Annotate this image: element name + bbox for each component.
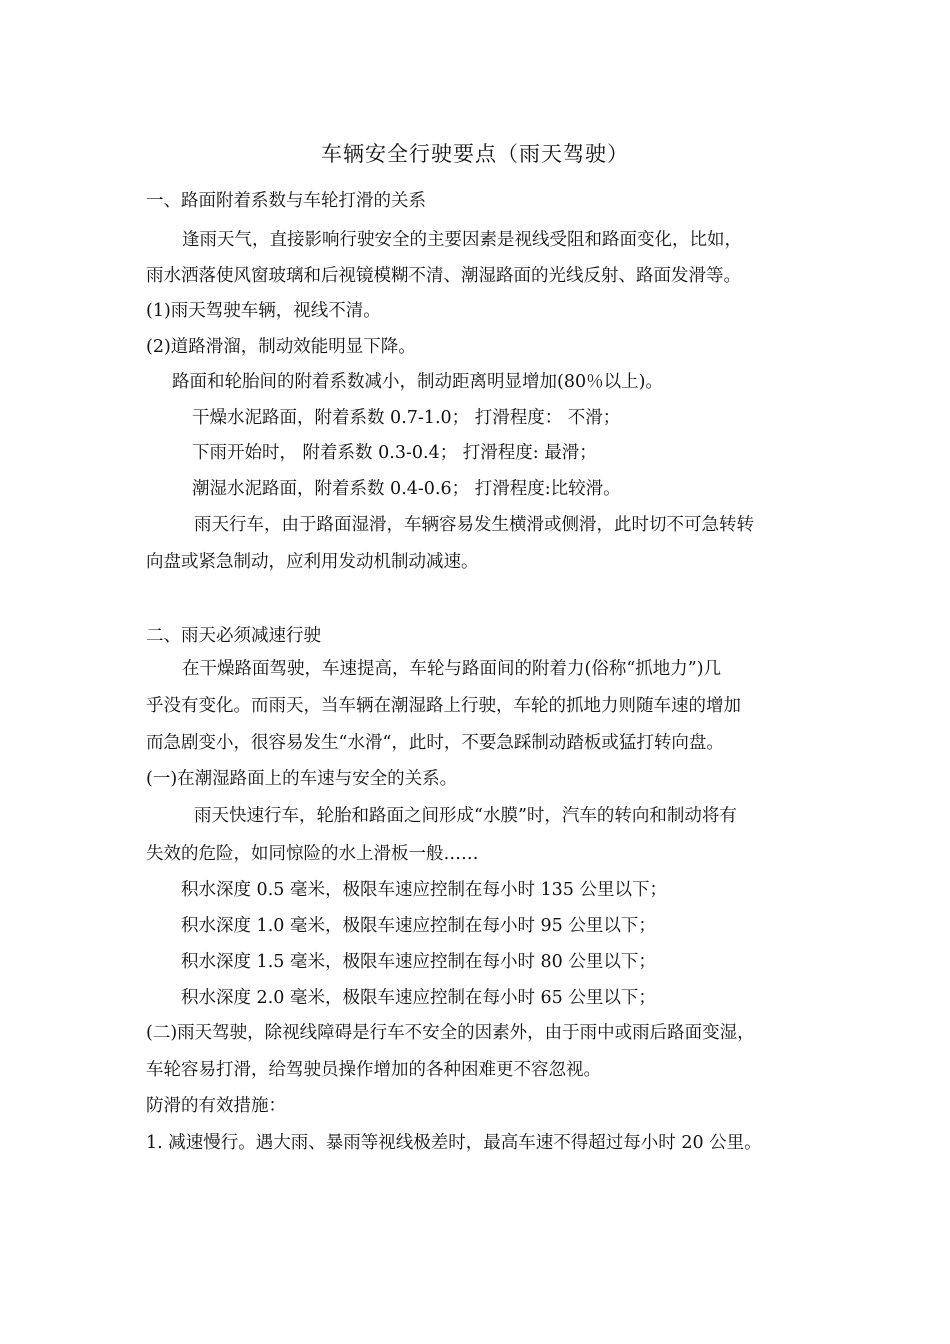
section-heading-2: 二、雨天必须减速行驶 [146, 626, 321, 646]
paragraph-line: 失效的危险，如同惊险的水上滑板一般…… [146, 844, 479, 864]
measures-heading: 防滑的有效措施： [146, 1096, 286, 1116]
paragraph-line: 在干燥路面驾驶，车速提高，车轮与路面间的附着力(俗称“抓地力”)几 [182, 659, 722, 679]
subsection-heading: (二)雨天驾驶，除视线障碍是行车不安全的因素外，由于雨中或雨后路面变湿， [146, 1023, 755, 1043]
speed-limit-row: 积水深度 0.5 毫米，极限车速应控制在每小时 135 公里以下； [181, 880, 667, 900]
friction-row: 下雨开始时， 附着系数 0.3-0.4； 打滑程度: 最滑； [192, 443, 597, 463]
speed-limit-row: 积水深度 1.0 毫米，极限车速应控制在每小时 95 公里以下； [181, 916, 656, 936]
list-item: 1. 减速慢行。遇大雨、暴雨等视线极差时，最高车速不得超过每小时 20 公里。 [146, 1133, 762, 1153]
paragraph-line: 车轮容易打滑，给驾驶员操作增加的各种困难更不容忽视。 [146, 1060, 601, 1080]
document-title: 车辆安全行驶要点（雨天驾驶） [321, 142, 629, 166]
paragraph-line: 而急剧变小，很容易发生“水滑“，此时，不要急踩制动踏板或猛打转向盘。 [146, 733, 724, 753]
paragraph-line: 雨天快速行车，轮胎和路面之间形成“水膜”时，汽车的转向和制动将有 [194, 806, 737, 826]
list-item: (1)雨天驾驶车辆，视线不清。 [146, 301, 381, 321]
paragraph-line: 乎没有变化。而雨天，当车辆在潮湿路上行驶，车轮的抓地力则随车速的增加 [146, 696, 741, 716]
paragraph-line: 向盘或紧急制动，应利用发动机制动减速。 [146, 552, 479, 572]
paragraph-line: 路面和轮胎间的附着系数减小，制动距离明显增加(80％以上)。 [172, 372, 663, 392]
paragraph-line: 雨水洒落使风窗玻璃和后视镜模糊不清、潮湿路面的光线反射、路面发滑等。 [146, 266, 741, 286]
friction-row: 干燥水泥路面，附着系数 0.7-1.0； 打滑程度： 不滑； [192, 408, 621, 428]
list-item: (2)道路滑溜，制动效能明显下降。 [146, 337, 416, 357]
speed-limit-row: 积水深度 1.5 毫米，极限车速应控制在每小时 80 公里以下； [181, 952, 656, 972]
section-heading-1: 一、路面附着系数与车轮打滑的关系 [146, 191, 426, 211]
paragraph-line: 逢雨天气，直接影响行驶安全的主要因素是视线受阻和路面变化，比如， [182, 230, 742, 250]
speed-limit-row: 积水深度 2.0 毫米，极限车速应控制在每小时 65 公里以下； [181, 988, 656, 1008]
paragraph-line: 雨天行车，由于路面湿滑，车辆容易发生横滑或侧滑，此时切不可急转转 [194, 515, 754, 535]
friction-row: 潮湿水泥路面，附着系数 0.4-0.6； 打滑程度:比较滑。 [192, 479, 621, 499]
subsection-heading: (一)在潮湿路面上的车速与安全的关系。 [146, 769, 458, 789]
